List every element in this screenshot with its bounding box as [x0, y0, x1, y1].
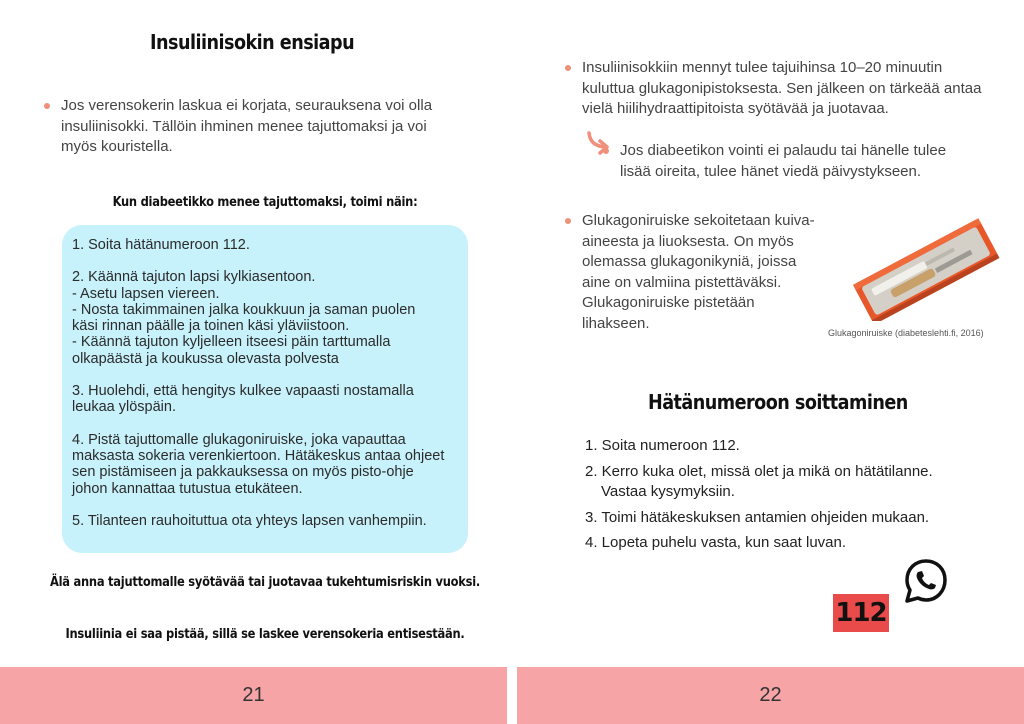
text-line: sen pistämiseen ja pakkauksessa on myös pisto-ohje [72, 464, 414, 481]
glucagon-bullet [582, 211, 832, 334]
text-line: Insuliinisokkiin mennyt tulee tajuihinsa 10–20 minuutin [582, 59, 943, 76]
text-line: - Asetu lapsen viereen. [72, 285, 220, 302]
page-number: 22 [759, 684, 782, 706]
arrow-curve-icon [585, 130, 613, 156]
emergency-number-badge [833, 594, 889, 632]
call-section-title: Hätänumeroon soittaminen [648, 390, 908, 414]
text-line: - Käännä tajuton kyljelleen itseesi päin tarttumalla [72, 334, 391, 351]
text-line: 4. Lopeta puhelu vasta, kun saat luvan. [585, 534, 847, 551]
left-page [0, 0, 507, 724]
badge-text: 112 [835, 598, 887, 628]
text-line: aine on valmiina pistettäväksi. [582, 273, 782, 291]
text-line: 4. Pistä tajuttomalle glukagoniruiske, joka vapauttaa [72, 431, 406, 448]
list-item [585, 508, 965, 529]
text-line: Glukagoniruiske sekoitetaan kuiva- [582, 212, 815, 229]
step-item [72, 237, 458, 253]
text-line: lisää oireita, tulee hänet viedä päivystykseen. [620, 162, 922, 180]
steps-box [62, 225, 468, 553]
warning-text: Insuliinia ei saa pistää, sillä se laskee verensokeria entisestään. [65, 626, 465, 642]
list-item [585, 436, 965, 457]
phone-icon [903, 558, 949, 604]
text-line: 2. Käännä tajuton lapsi kylkiasentoon. [72, 269, 316, 286]
text-line: maksasta sokeria verenkiertoon. Hätäkeskus antaa ohjeet [72, 447, 445, 464]
text-line: vielä hiilihydraattipitoista syötävää ja juotavaa. [582, 100, 889, 117]
text-line: insuliinisokki. Tällöin ihminen menee tajuttomaksi ja voi [61, 117, 427, 135]
text-line: olkapäästä ja koukussa olevasta polvesta [72, 350, 339, 367]
text-line: 5. Tilanteen rauhoituttua ota yhteys lapsen vanhempiin. [72, 512, 427, 529]
text-line: kuluttua glukagonipistoksesta. Sen jälkeen on tärkeää antaa [582, 79, 982, 97]
right-page [517, 0, 1024, 724]
text-line: Glukagoniruiske pistetään [582, 294, 755, 311]
list-item [585, 533, 965, 554]
text-line: olemassa glukagonikyniä, joissa [582, 253, 797, 270]
page-title: Insuliinisokin ensiapu [150, 30, 355, 54]
page-number: 21 [242, 684, 265, 706]
image-caption: Glukagoniruiske (diabeteslehti.fi, 2016) [828, 328, 984, 338]
text-line: myös kouristella. [61, 138, 173, 155]
page-footer [0, 667, 507, 724]
step-item [72, 269, 458, 367]
text-line: 2. Kerro kuka olet, missä olet ja mikä on hätätilanne. [585, 462, 933, 480]
list-item [585, 462, 965, 503]
text-line: 1. Soita hätänumeroon 112. [72, 237, 250, 253]
step-item [72, 432, 458, 497]
glucagon-kit-image [845, 211, 1007, 321]
step-item [72, 383, 458, 416]
text-line: lihakseen. [582, 314, 650, 332]
page-footer [517, 667, 1024, 724]
text-line: - Nosta takimmainen jalka koukkuun ja saman puolen [72, 301, 416, 318]
text-line: 3. Huolehdi, että hengitys kulkee vapaasti nostamalla [72, 383, 414, 400]
instructions-subheading: Kun diabeetikko menee tajuttomaksi, toimi näin: [112, 194, 418, 210]
text-line: 3. Toimi hätäkeskuksen antamien ohjeiden mukaan. [585, 508, 930, 526]
arrow-note [620, 141, 980, 182]
text-line: Jos diabeetikon vointi ei palaudu tai hänelle tulee [620, 142, 947, 159]
warning-text: Älä anna tajuttomalle syötävää tai juotavaa tukehtumisriskin vuoksi. [49, 574, 481, 590]
intro-bullet [61, 96, 481, 158]
text-line: aineesta ja liuoksesta. On myös [582, 232, 794, 250]
call-steps-list [585, 436, 965, 559]
text-line: 1. Soita numeroon 112. [585, 437, 740, 454]
text-line: johon kannattaa tutustua etukäteen. [72, 480, 303, 497]
text-line: Vastaa kysymyksiin. [601, 483, 735, 500]
recovery-bullet [582, 58, 1002, 120]
step-item [72, 513, 458, 529]
text-line: käsi rinnan päälle ja toinen käsi yläviistoon. [72, 318, 350, 335]
text-line: leukaa ylöspäin. [72, 399, 176, 416]
text-line: Jos verensokerin laskua ei korjata, seurauksena voi olla [61, 97, 433, 114]
